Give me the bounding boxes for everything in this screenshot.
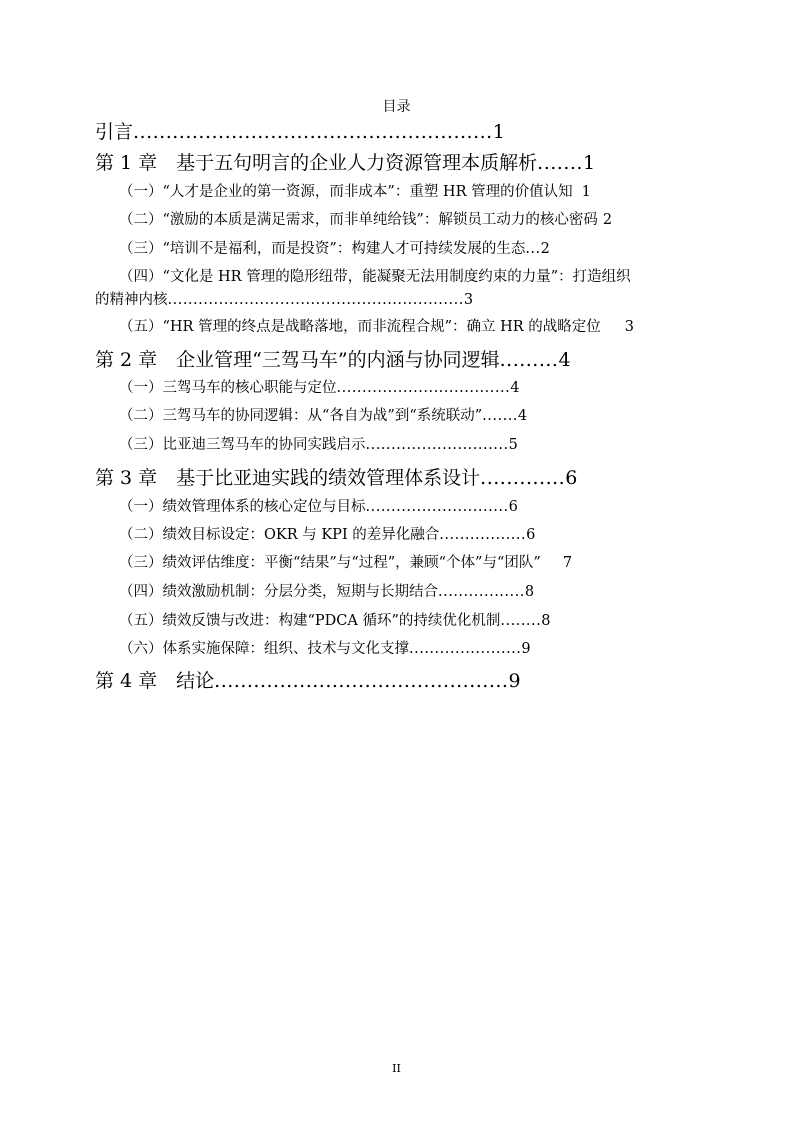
toc-page-number: 8 [541,613,551,629]
toc-entry-label: （四）“文化是 HR 管理的隐形纽带，能凝聚无法用制度约束的力量”：打造组织 [119,269,631,285]
toc-page-number: 1 [581,184,591,200]
toc-entry-label: 第 1 章 基于五句明言的企业人力资源管理本质解析 [95,152,538,174]
toc-leader: ................. [439,527,527,543]
toc-leader: ........ [500,613,542,629]
toc-page-number: 2 [602,212,613,228]
toc-entry-label: 第 4 章 结论 [95,670,215,692]
toc-entry-chapter-2[interactable] [95,345,571,372]
toc-leader: .......................................................... [167,292,464,308]
toc-entry-1-3[interactable] [119,237,550,258]
toc-leader: ...................... [409,641,522,657]
toc-entry-label: （五）绩效反馈与改进：构建“PDCA 循环”的持续优化机制 [119,613,501,629]
toc-entry-label: （六）体系实施保障：组织、技术与文化支撑 [119,641,409,657]
toc-entry-3-4[interactable] [119,580,534,601]
toc-entry-2-3[interactable] [119,433,518,454]
toc-entry-1-1[interactable] [119,180,591,201]
toc-leader: ................. [438,584,525,600]
toc-entry-label: （五）“HR 管理的终点是战略落地，而非流程合规”：确立 HR 的战略定位 [119,319,601,335]
toc-entry-3-2[interactable] [119,523,535,544]
toc-entry-1-4-continued[interactable] [95,288,473,309]
toc-page-number: 9 [508,670,521,692]
toc-page-number: 4 [558,349,571,371]
toc-entry-2-1[interactable] [119,376,519,397]
toc-entry-label: （二）三驾马车的协同逻辑：从“各自为战”到“系统联动” [119,408,483,424]
toc-page-number: 3 [463,292,474,308]
toc-leader: ......... [499,349,559,371]
toc-page-number: 4 [517,408,528,424]
toc-entry-1-2[interactable] [119,208,612,229]
toc-entry-chapter-1[interactable] [95,148,595,175]
toc-entry-label: （三）绩效评估维度：平衡“结果”与“过程”，兼顾“个体”与“团队” [119,555,541,571]
toc-entry-chapter-4[interactable] [95,666,521,693]
toc-entry-label: 第 2 章 企业管理“三驾马车”的内涵与协同逻辑 [95,349,500,371]
toc-leader: ............................ [365,499,509,515]
toc-page-number: 8 [524,584,535,600]
toc-page-number: 1 [582,152,596,174]
toc-page-number: 3 [624,319,635,335]
toc-leader: ............................................. [214,670,509,692]
toc-entry-label: 第 3 章 基于比亚迪实践的绩效管理体系设计 [95,467,481,489]
toc-page-number: 4 [510,380,520,396]
toc-page-number: 6 [508,499,518,515]
toc-entry-3-3[interactable] [119,551,572,572]
toc-leader: .................................. [336,380,511,396]
toc-entry-3-1[interactable] [119,495,518,516]
toc-entry-label: （二）绩效目标设定：OKR 与 KPI 的差异化融合 [119,527,440,543]
toc-entry-label: （一）绩效管理体系的核心定位与目标 [119,499,366,515]
toc-leader: ....... [482,408,518,424]
toc-leader: ............. [480,467,566,489]
toc-leader: ............................ [365,437,509,453]
toc-page-number: 6 [526,527,536,543]
toc-page-number: 5 [508,437,518,453]
toc-entry-label: （三）比亚迪三驾马车的协同实践启示 [119,437,366,453]
toc-entry-label: （一）“人才是企业的第一资源，而非成本”：重塑 HR 管理的价值认知 [119,184,573,200]
toc-page-number: 9 [521,641,531,657]
toc-page-number: 6 [565,467,578,489]
toc-entry-1-4[interactable] [119,265,631,286]
toc-entry-label: （二）“激励的本质是满足需求，而非单纯给钱”：解锁员工动力的核心密码 [119,212,598,228]
toc-page-number: 2 [540,241,550,257]
toc-entry-label: 的精神内核 [95,292,168,308]
page-footer-number: II [392,1062,401,1075]
toc-leader: ....... [537,152,583,174]
toc-entry-3-5[interactable] [119,609,551,630]
toc-entry-2-2[interactable] [119,404,527,425]
toc-entry-chapter-3[interactable] [95,463,577,490]
toc-entry-label: （三）“培训不是福利，而是投资”：构建人才可持续发展的生态 [119,241,526,257]
toc-entry-label: （四）绩效激励机制：分层分类，短期与长期结合 [119,584,438,600]
toc-entry-1-5[interactable] [119,315,634,336]
toc-title: 目录 [382,99,411,115]
toc-entry-label: 引言 [95,121,134,143]
toc-entry-intro[interactable] [95,117,505,144]
toc-entry-label: （一）三驾马车的核心职能与定位 [119,380,337,396]
toc-leader: ....................................................... [133,121,493,143]
toc-page-number: 1 [492,121,505,143]
toc-leader: ... [525,241,541,257]
toc-page-number: 7 [562,555,573,571]
toc-entry-3-6[interactable] [119,637,531,658]
